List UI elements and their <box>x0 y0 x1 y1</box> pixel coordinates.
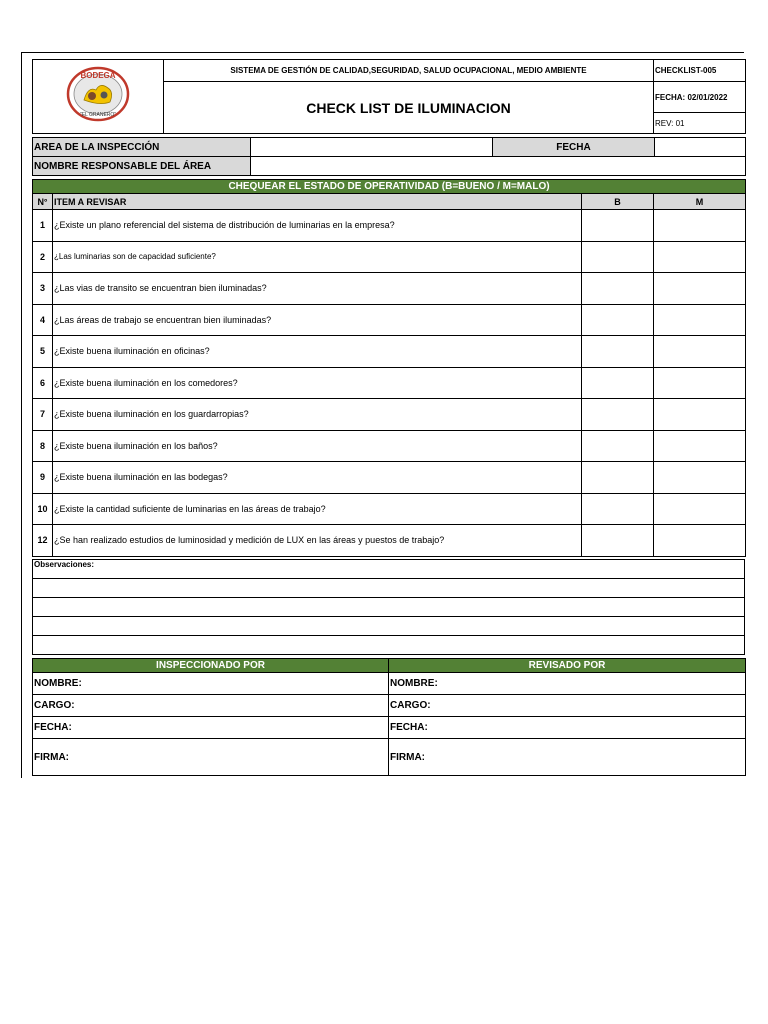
item-question: ¿Existe buena iluminación en las bodegas? <box>53 462 582 494</box>
document-code: CHECKLIST-005 <box>654 60 746 82</box>
item-malo-cell[interactable] <box>654 493 746 525</box>
item-question: ¿Se han realizado estudios de luminosidad y medición de LUX en las áreas y puestos de trabajo? <box>53 525 582 557</box>
checklist-row <box>33 273 746 305</box>
inspected-by-title: INSPECCIONADO POR <box>33 659 389 673</box>
item-bueno-cell[interactable] <box>582 525 654 557</box>
item-question: ¿Existe la cantidad suficiente de luminarias en las áreas de trabajo? <box>53 493 582 525</box>
fecha-input[interactable] <box>655 138 746 157</box>
checklist-row <box>33 304 746 336</box>
observaciones-block <box>32 559 745 655</box>
checklist-row <box>33 241 746 273</box>
checklist-row <box>33 493 746 525</box>
item-bueno-cell[interactable] <box>582 430 654 462</box>
item-malo-cell[interactable] <box>654 399 746 431</box>
item-number: 10 <box>33 493 53 525</box>
item-number: 5 <box>33 336 53 368</box>
document-title: CHECK LIST DE ILUMINACION <box>164 82 654 134</box>
item-question: ¿Las vias de transito se encuentran bien iluminadas? <box>53 273 582 305</box>
col-number: N° <box>33 194 53 210</box>
reviewed-by-title: REVISADO POR <box>389 659 746 673</box>
item-number: 4 <box>33 304 53 336</box>
item-bueno-cell[interactable] <box>582 399 654 431</box>
checklist-row <box>33 525 746 557</box>
document-revision: REV: 01 <box>654 113 746 134</box>
checklist-row <box>33 210 746 242</box>
col-m: M <box>654 194 746 210</box>
item-bueno-cell[interactable] <box>582 273 654 305</box>
responsable-input[interactable] <box>251 157 746 176</box>
item-bueno-cell[interactable] <box>582 304 654 336</box>
item-malo-cell[interactable] <box>654 304 746 336</box>
checklist-block <box>32 179 745 557</box>
item-number: 3 <box>33 273 53 305</box>
item-malo-cell[interactable] <box>654 273 746 305</box>
svg-text:"EL GRANERO": "EL GRANERO" <box>79 112 117 118</box>
observaciones-label: Observaciones: <box>33 560 745 579</box>
item-question: ¿Existe buena iluminación en los guardarropias? <box>53 399 582 431</box>
checklist-items <box>33 210 746 557</box>
item-malo-cell[interactable] <box>654 336 746 368</box>
inspector-cargo[interactable]: CARGO: <box>33 695 389 717</box>
area-label: AREA DE LA INSPECCIÓN <box>33 138 251 157</box>
col-b: B <box>582 194 654 210</box>
item-malo-cell[interactable] <box>654 241 746 273</box>
item-bueno-cell[interactable] <box>582 367 654 399</box>
item-bueno-cell[interactable] <box>582 462 654 494</box>
reviewer-cargo[interactable]: CARGO: <box>389 695 746 717</box>
logo-cell <box>33 60 164 134</box>
item-number: 8 <box>33 430 53 462</box>
bodega-logo <box>66 66 130 122</box>
item-question: ¿Las áreas de trabajo se encuentran bien iluminadas? <box>53 304 582 336</box>
item-malo-cell[interactable] <box>654 462 746 494</box>
reviewer-firma[interactable]: FIRMA: <box>389 739 746 776</box>
item-number: 2 <box>33 241 53 273</box>
checklist-row <box>33 399 746 431</box>
header-block <box>32 59 745 133</box>
item-number: 1 <box>33 210 53 242</box>
responsable-label: NOMBRE RESPONSABLE DEL ÁREA <box>33 157 251 176</box>
svg-text:BODEGA: BODEGA <box>80 71 116 80</box>
item-question: ¿Existe buena iluminación en los comedores? <box>53 367 582 399</box>
item-malo-cell[interactable] <box>654 210 746 242</box>
inspector-fecha[interactable]: FECHA: <box>33 717 389 739</box>
observaciones-line[interactable] <box>33 636 745 655</box>
inspector-firma[interactable]: FIRMA: <box>33 739 389 776</box>
area-input[interactable] <box>251 138 493 157</box>
observaciones-line[interactable] <box>33 598 745 617</box>
document-date: FECHA: 02/01/2022 <box>654 82 746 113</box>
item-malo-cell[interactable] <box>654 367 746 399</box>
fecha-label: FECHA <box>493 138 655 157</box>
item-question: ¿Existe buena iluminación en oficinas? <box>53 336 582 368</box>
item-bueno-cell[interactable] <box>582 336 654 368</box>
inspector-nombre[interactable]: NOMBRE: <box>33 673 389 695</box>
item-malo-cell[interactable] <box>654 430 746 462</box>
item-number: 6 <box>33 367 53 399</box>
observaciones-line[interactable] <box>33 579 745 598</box>
signatures-block <box>32 658 745 776</box>
item-number: 7 <box>33 399 53 431</box>
observaciones-line[interactable] <box>33 617 745 636</box>
item-number: 12 <box>33 525 53 557</box>
checklist-section-title: CHEQUEAR EL ESTADO DE OPERATIVIDAD (B=BUENO / M=MALO) <box>33 180 746 194</box>
item-malo-cell[interactable] <box>654 525 746 557</box>
checklist-row <box>33 462 746 494</box>
system-title: SISTEMA DE GESTIÓN DE CALIDAD,SEGURIDAD, SALUD OCUPACIONAL, MEDIO AMBIENTE <box>164 60 654 82</box>
checklist-row <box>33 367 746 399</box>
col-item: ITEM A REVISAR <box>53 194 582 210</box>
item-question: ¿Existe buena iluminación en los baños? <box>53 430 582 462</box>
item-question: ¿Las luminarias son de capacidad suficiente? <box>53 241 582 273</box>
reviewer-nombre[interactable]: NOMBRE: <box>389 673 746 695</box>
reviewer-fecha[interactable]: FECHA: <box>389 717 746 739</box>
checklist-row <box>33 336 746 368</box>
info-block <box>32 137 745 175</box>
item-number: 9 <box>33 462 53 494</box>
item-bueno-cell[interactable] <box>582 241 654 273</box>
item-question: ¿Existe un plano referencial del sistema de distribución de luminarias en la empresa? <box>53 210 582 242</box>
item-bueno-cell[interactable] <box>582 210 654 242</box>
item-bueno-cell[interactable] <box>582 493 654 525</box>
checklist-row <box>33 430 746 462</box>
